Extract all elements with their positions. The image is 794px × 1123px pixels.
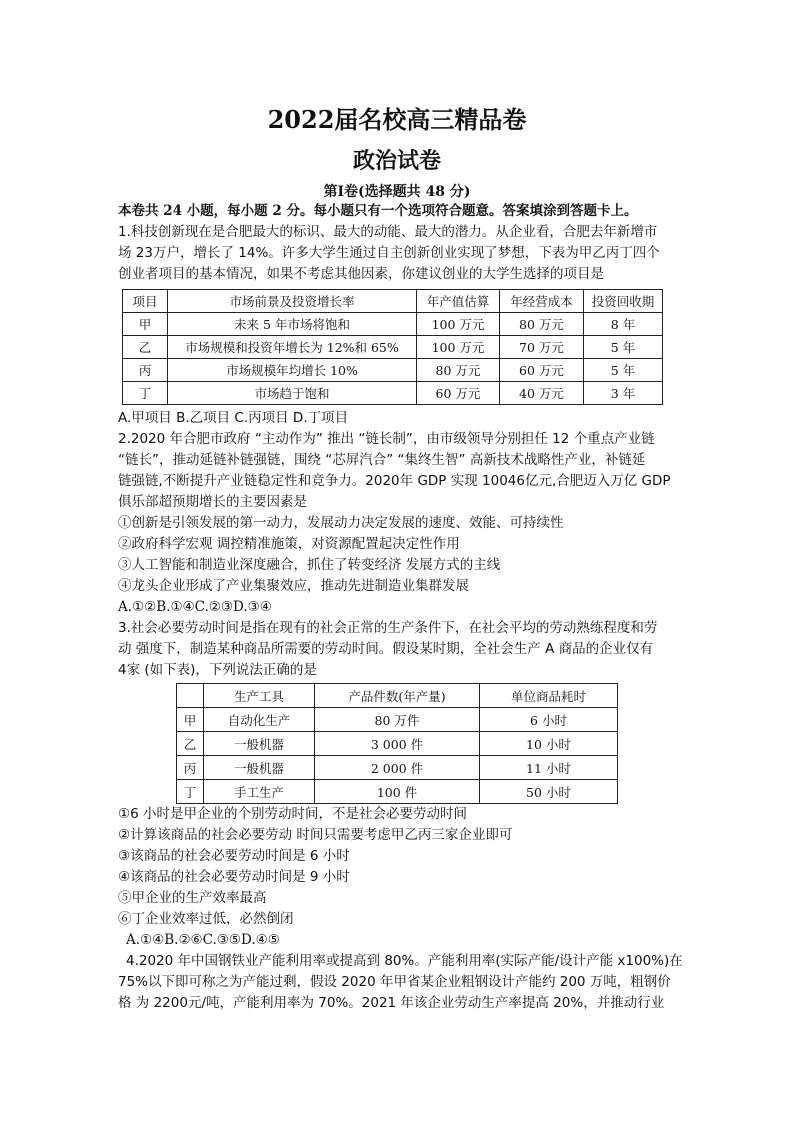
table-cell: 丁 [177, 780, 204, 804]
table-cell: 70 万元 [500, 336, 584, 359]
q2-text-line: 链强链,不断提升产业链稳定性和竞争力。2020年 GDP 实现 10046亿元,合肥迈入万亿 GDP [118, 473, 671, 489]
q1-project-table [122, 289, 663, 405]
q1-options: A.甲项目 B.乙项目 C.丙项目 D.丁项目 [118, 410, 349, 426]
table-row [123, 313, 663, 336]
table-cell: 丙 [123, 359, 168, 382]
table-cell: 5 年 [584, 336, 663, 359]
q3-statement: ③该商品的社会必要劳动时间是 6 小时 [118, 848, 350, 864]
table-cell: 甲 [177, 708, 204, 732]
table-cell: 80 万元 [500, 313, 584, 336]
table-cell: 8 年 [584, 313, 663, 336]
instructions: 本卷共 24 小题，每小题 2 分。每小题只有一个选项符合题意。答案填涂到答题卡上。 [118, 203, 638, 219]
table-header-row [177, 684, 618, 708]
table-cell: 6 小时 [480, 708, 618, 732]
table-cell: 自动化生产 [204, 708, 315, 732]
q2-statement: ④龙头企业形成了产业集聚效应，推动先进制造业集群发展 [118, 578, 469, 594]
table-header-cell [177, 684, 204, 708]
q1-text-line: 场 23万户，增长了 14%。许多大学生通过自主创新创业实现了梦想，下表为甲乙丙丁四个 [118, 245, 660, 261]
q2-statement: ②政府科学宏观 调控精准施策，对资源配置起决定性作用 [118, 536, 460, 552]
q3-production-table [176, 683, 618, 804]
table-row [123, 382, 663, 405]
table-cell: 3 年 [584, 382, 663, 405]
table-cell: 100 万元 [417, 336, 500, 359]
table-cell: 60 万元 [417, 382, 500, 405]
q2-text-line: 俱乐部超预期增长的主要因素是 [118, 494, 307, 510]
table-cell: 丁 [123, 382, 168, 405]
table-cell: 60 万元 [500, 359, 584, 382]
table-cell: 40 万元 [500, 382, 584, 405]
table-cell: 50 小时 [480, 780, 618, 804]
table-cell: 丙 [177, 756, 204, 780]
q3-statement: ⑤甲企业的生产效率最高 [118, 890, 267, 906]
q2-statement: ③人工智能和制造业深度融合，抓住了转变经济 发展方式的主线 [118, 557, 501, 573]
q3-options: A.①④B.②⑥C.③⑤D.④⑤ [126, 932, 280, 948]
table-cell: 手工生产 [204, 780, 315, 804]
table-header-cell: 生产工具 [204, 684, 315, 708]
table-cell: 甲 [123, 313, 168, 336]
table-cell: 未来 5 年市场将饱和 [168, 313, 417, 336]
table-cell: 100 万元 [417, 313, 500, 336]
table-header-cell: 单位商品耗时 [480, 684, 618, 708]
q1-text-line: 创业者项目的基本情况，如果不考虑其他因素，你建议创业的大学生选择的项目是 [118, 266, 604, 282]
q3-text-line: 3.社会必要劳动时间是指在现有的社会正常的生产条件下，在社会平均的劳动熟练程度和劳 [118, 620, 658, 636]
table-header-cell: 产品件数(年产量) [315, 684, 480, 708]
exam-subtitle: 政治试卷 [352, 148, 441, 174]
table-row [177, 708, 618, 732]
q4-text-line: 75%以下即可称之为产能过剩，假设 2020 年甲省某企业粗钢设计产能约 200 万吨，粗钢价 [118, 974, 671, 990]
table-cell: 11 小时 [480, 756, 618, 780]
table-cell: 乙 [177, 732, 204, 756]
q3-statement: ⑥丁企业效率过低，必然倒闭 [118, 911, 294, 927]
table-cell: 3 000 件 [315, 732, 480, 756]
table-cell: 一般机器 [204, 732, 315, 756]
q2-text-line: “链长”，推动延链补链强链，围绕 “芯屏汽合” “集终生智” 高新技术战略性产业，补链延 [118, 452, 646, 468]
table-cell: 乙 [123, 336, 168, 359]
section-heading: 第Ⅰ卷(选择题共 48 分) [323, 184, 471, 200]
q4-text-line: 格 为 2200元/吨，产能利用率为 70%。2021 年该企业劳动生产率提高 20%，并推动行业 [118, 995, 665, 1011]
table-row [177, 756, 618, 780]
table-row [177, 732, 618, 756]
q3-text-line: 动 强度下，制造某种商品所需要的劳动时间。假设某时期，全社会生产 A 商品的企业仅有 [118, 641, 654, 657]
table-cell: 市场趋于饱和 [168, 382, 417, 405]
table-header-cell: 投资回收期 [584, 290, 663, 313]
table-header-cell: 市场前景及投资增长率 [168, 290, 417, 313]
table-cell: 80 万件 [315, 708, 480, 732]
table-row [177, 780, 618, 804]
table-cell: 5 年 [584, 359, 663, 382]
table-header-cell: 年经营成本 [500, 290, 584, 313]
q2-text-line: 2.2020 年合肥市政府 “主动作为” 推出 “链长制”，由市级领导分别担任 12 个重点产业链 [118, 431, 655, 447]
table-cell: 市场规模和投资年增长为 12%和 65% [168, 336, 417, 359]
table-cell: 80 万元 [417, 359, 500, 382]
table-row [123, 359, 663, 382]
table-header-cell: 项目 [123, 290, 168, 313]
q3-text-line: 4家 (如下表)，下列说法正确的是 [118, 662, 317, 678]
table-cell: 2 000 件 [315, 756, 480, 780]
table-header-row [123, 290, 663, 313]
q4-text-line: 4.2020 年中国钢铁业产能利用率或提高到 80%。产能利用率(实际产能/设计产能 x100%)在 [126, 953, 683, 969]
table-cell: 一般机器 [204, 756, 315, 780]
table-cell: 10 小时 [480, 732, 618, 756]
table-row [123, 336, 663, 359]
table-cell: 100 件 [315, 780, 480, 804]
table-header-cell: 年产值估算 [417, 290, 500, 313]
table-cell: 市场规模年均增长 10% [168, 359, 417, 382]
q3-statement: ④该商品的社会必要劳动时间是 9 小时 [118, 869, 350, 885]
exam-title: 2022届名校高三精品卷 [267, 105, 527, 134]
q2-options: A.①②B.①④C.②③D.③④ [118, 599, 272, 615]
q3-statement: ①6 小时是甲企业的个别劳动时间，不是社会必要劳动时间 [118, 806, 467, 822]
q3-statement: ②计算该商品的社会必要劳动 时间只需要考虑甲乙丙三家企业即可 [118, 827, 513, 843]
q2-statement: ①创新是引领发展的第一动力，发展动力决定发展的速度、效能、可持续性 [118, 515, 564, 531]
q1-text-line: 1.科技创新现在是合肥最大的标识、最大的动能、最大的潜力。从企业看，合肥去年新增市 [118, 224, 658, 240]
